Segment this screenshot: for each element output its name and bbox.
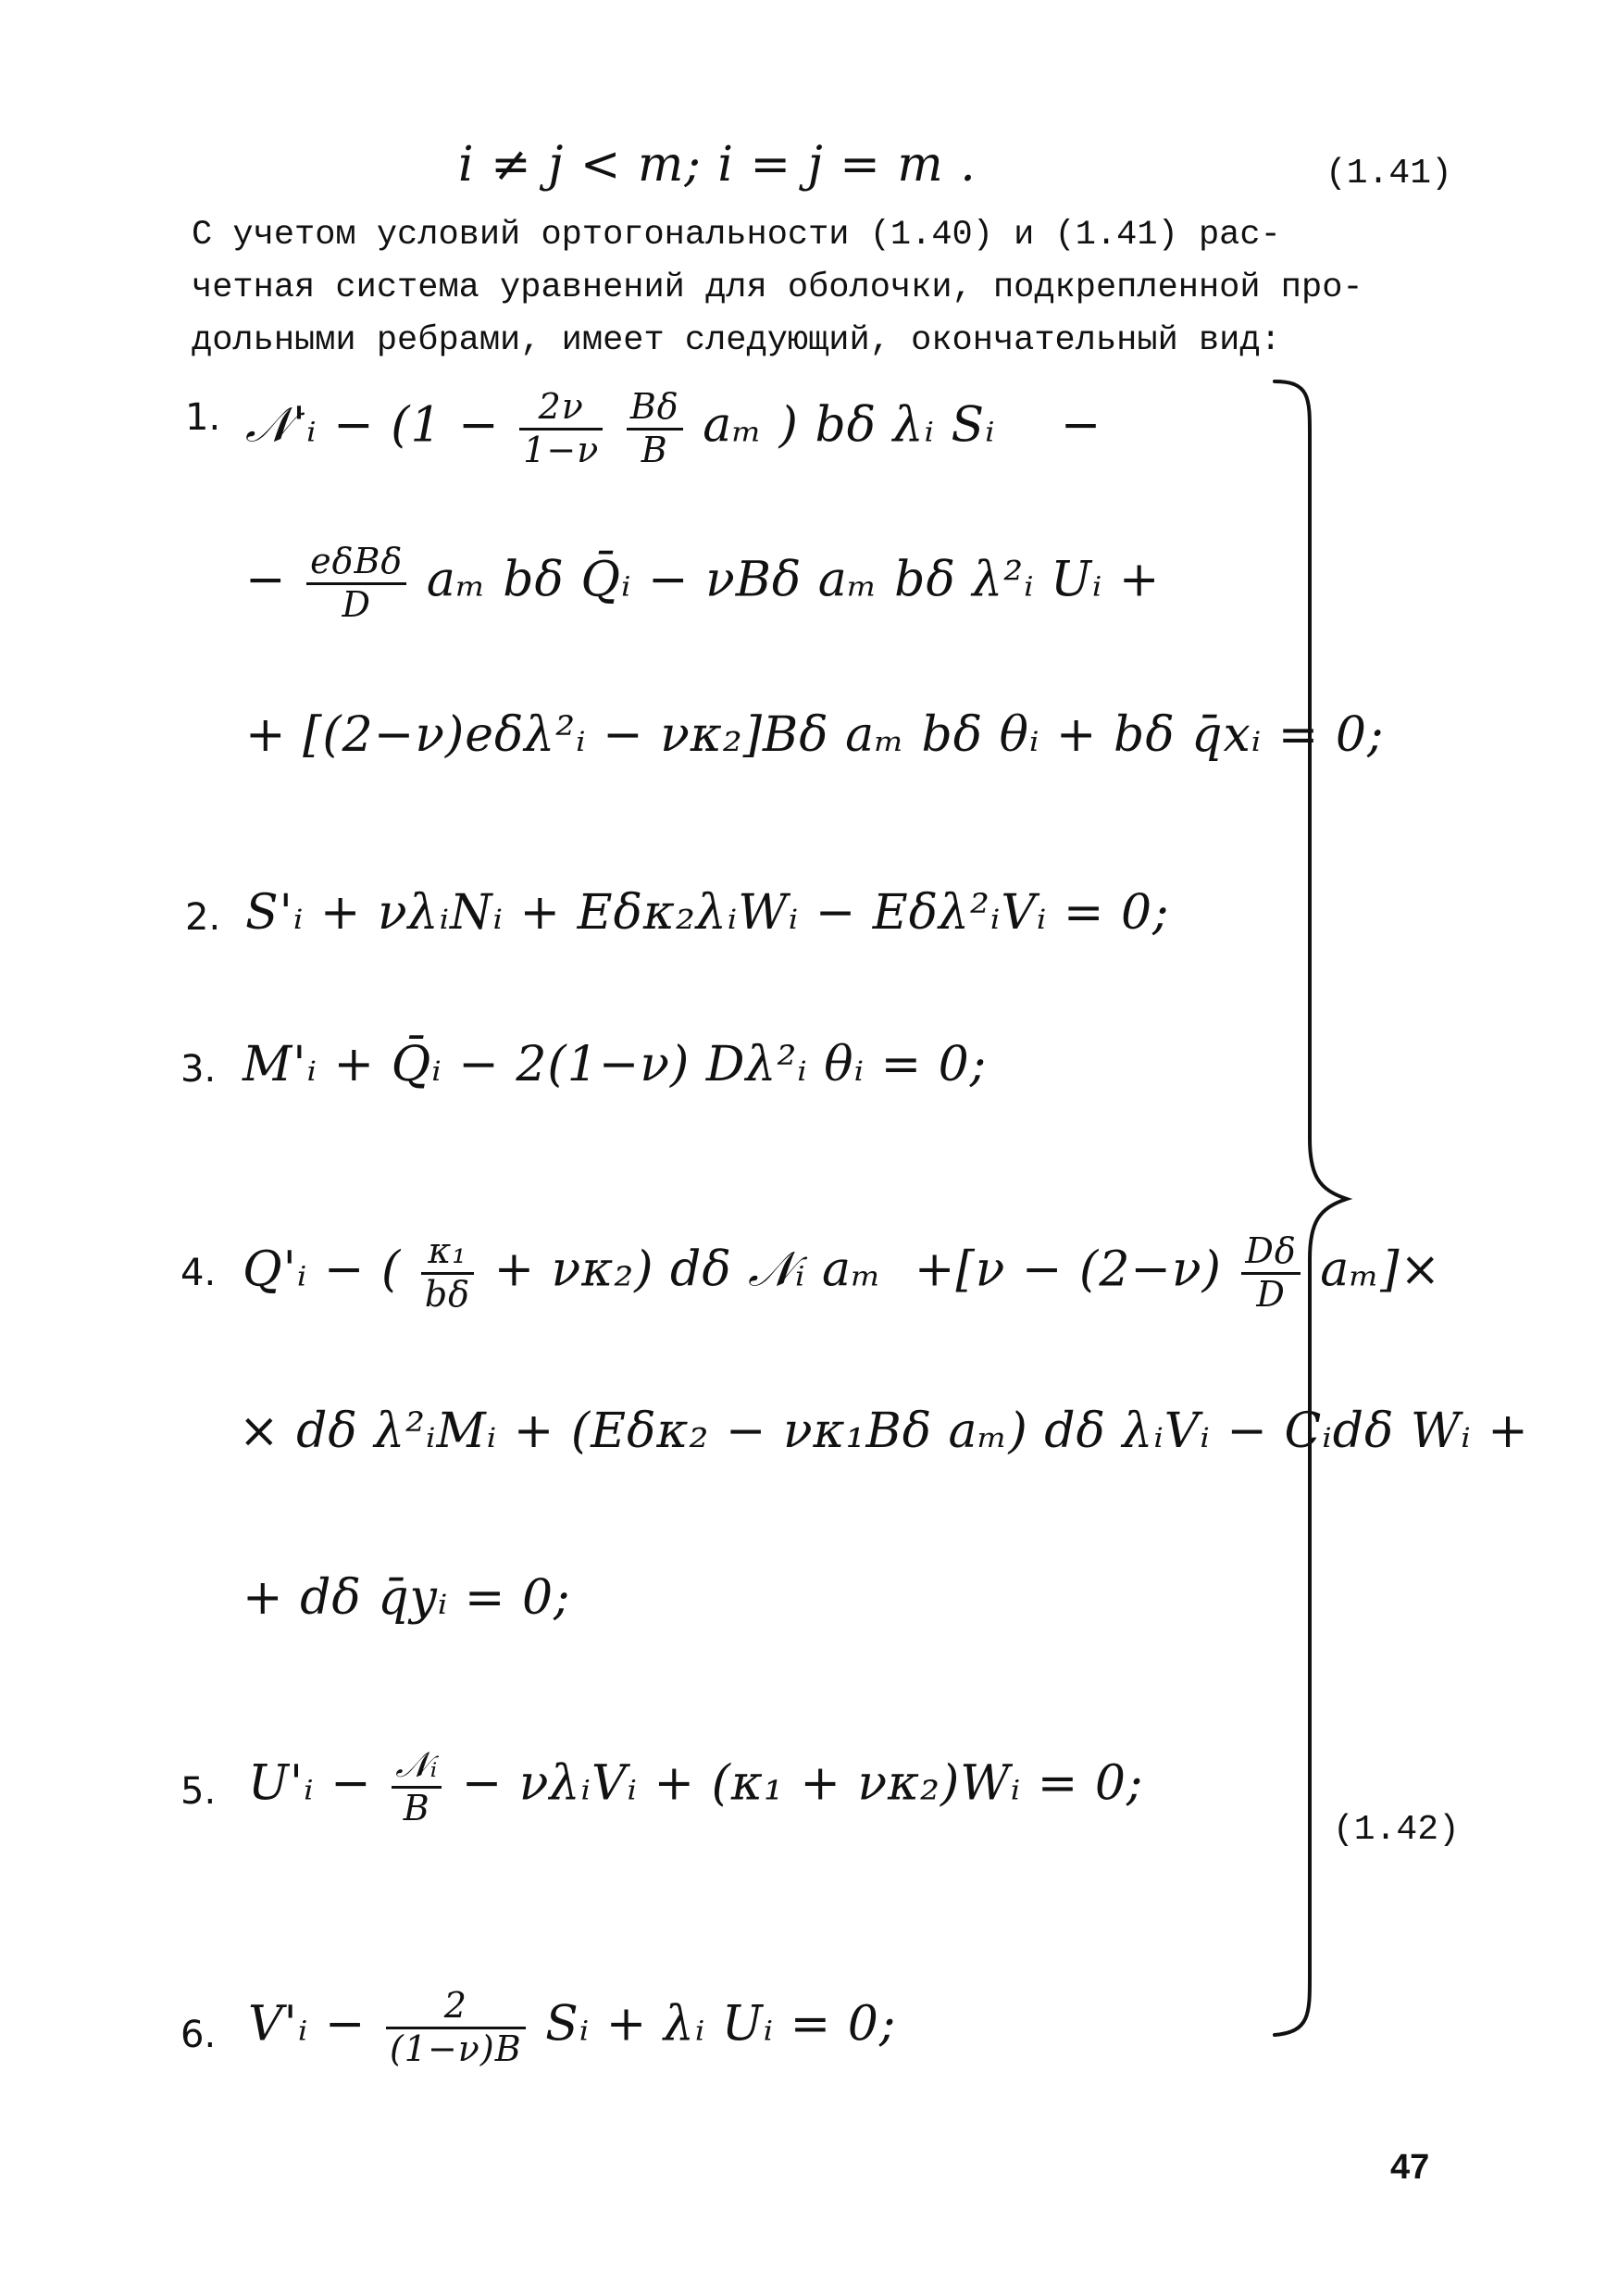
equation-label-3: 3. — [180, 1048, 217, 1091]
equation-2: S'ᵢ + νλᵢNᵢ + Eδκ₂λᵢWᵢ − Eδλ²ᵢVᵢ = 0; — [245, 885, 1170, 941]
equation-label-4: 4. — [180, 1252, 217, 1294]
equation-number-1-41: (1.41) — [1326, 154, 1452, 193]
equation-4-line-1: Q'ᵢ − ( $\frac{\text{κ₁}}{b\delta}$ + νκ₂) dδ 𝒩ᵢ aₘ +[ν − (2−ν) $\frac{D\delta}{D}$ aₘ]× — [243, 1230, 1442, 1315]
equation-4-line-3: + dδ q̄yᵢ = 0; — [243, 1570, 571, 1626]
equation-6: V'ᵢ − $\frac{2}{(1-\nu)B}$ Sᵢ + λᵢ Uᵢ = 0; — [248, 1985, 897, 2069]
orthogonality-condition: i ≠ j < m; i = j = m . — [458, 137, 977, 193]
equation-5: U'ᵢ − $\frac{\text{𝒩ᵢ}}{B}$ − νλᵢVᵢ + (κ₁ + νκ₂)Wᵢ = 0; — [248, 1744, 1144, 1828]
equation-4-line-2: × dδ λ²ᵢMᵢ + (Eδκ₂ − νκ₁Bδ aₘ) dδ λᵢVᵢ − Cᵢdδ Wᵢ + — [239, 1404, 1529, 1459]
equation-label-6: 6. — [180, 2014, 217, 2056]
equation-1-line-1: 𝒩'ᵢ − (1 − $\frac{2\nu}{1-\nu}$ $\frac{B\delta}{B}$ aₘ ) bδ λᵢ Sᵢ − — [245, 386, 1102, 470]
equation-label-5: 5. — [180, 1770, 217, 1813]
paragraph-line-2: четная система уравнений для оболочки, подкрепленной про- — [192, 268, 1363, 307]
equation-number-1-42: (1.42) — [1333, 1810, 1460, 1850]
system-brace — [1273, 380, 1356, 2037]
paragraph-line-3: дольными ребрами, имеет следующий, окончательный вид: — [192, 321, 1281, 360]
page-number: 47 — [1390, 2148, 1430, 2187]
equation-1-line-2-tail: aₘ bδ Q̄ᵢ − νBδ aₘ bδ λ²ᵢ Uᵢ + — [426, 552, 1161, 608]
equation-1-line-2: − $\frac{\text{eδBδ}}{D}$ aₘ bδ Q̄ᵢ − νBδ aₘ bδ λ²ᵢ Uᵢ + — [245, 541, 1161, 625]
equation-label-1: 1. — [185, 396, 221, 439]
paragraph-line-1: С учетом условий ортогональности (1.40) и (1.41) рас- — [192, 216, 1281, 255]
equation-1-line-3: + [(2−ν)eδλ²ᵢ − νκ₂]Bδ aₘ bδ θᵢ + bδ q̄xᵢ = 0; — [245, 707, 1385, 763]
equation-3: M'ᵢ + Q̄ᵢ − 2(1−ν) Dλ²ᵢ θᵢ = 0; — [243, 1037, 988, 1092]
equation-label-2: 2. — [185, 896, 221, 939]
